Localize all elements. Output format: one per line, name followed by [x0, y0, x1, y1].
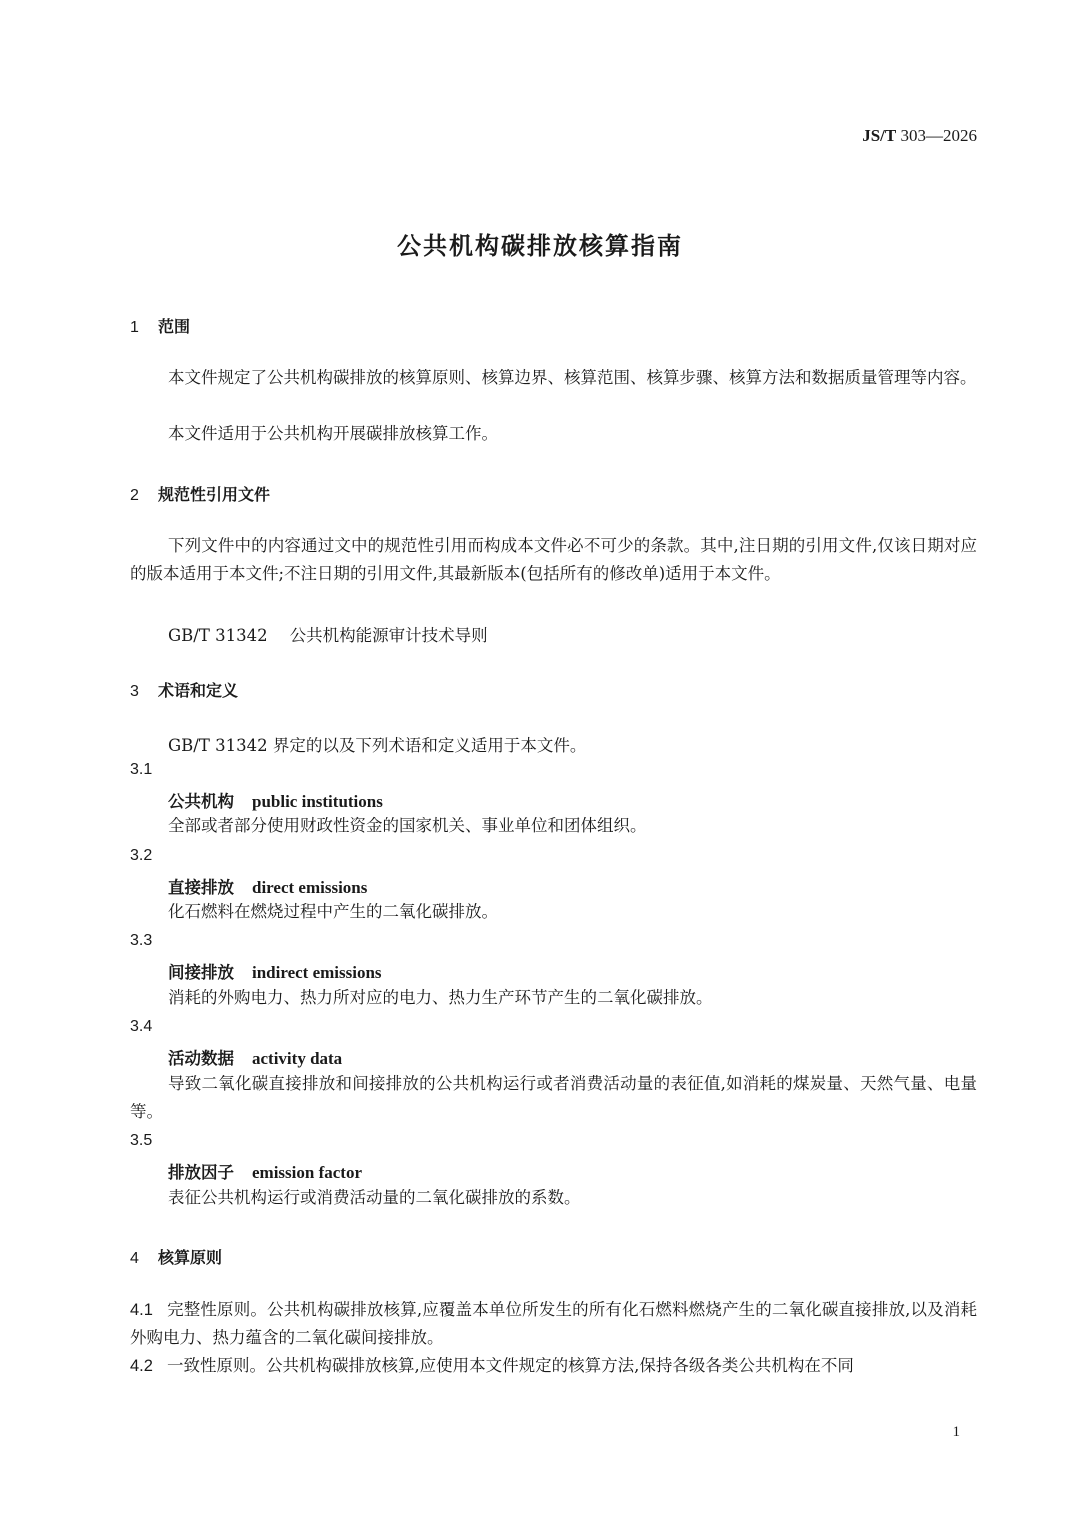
- paragraph: 本文件规定了公共机构碳排放的核算原则、核算边界、核算范围、核算步骤、核算方法和数据质量管理等内容。: [168, 368, 977, 387]
- section-title: 范围: [158, 317, 191, 336]
- term-english: activity data: [252, 1049, 343, 1068]
- term-definition: 全部或者部分使用财政性资金的国家机关、事业单位和团体组织。: [168, 816, 647, 835]
- reference-title: 公共机构能源审计技术导则: [289, 626, 488, 645]
- term-definition: 表征公共机构运行或消费活动量的二氧化碳排放的系数。: [168, 1188, 581, 1207]
- term-number: 3.3: [130, 932, 153, 949]
- clause-text: 一致性原则。公共机构碳排放核算,应使用本文件规定的核算方法,保持各级各类公共机构在不同: [166, 1356, 854, 1375]
- term-entry: [168, 788, 383, 812]
- term-definition: 消耗的外购电力、热力所对应的电力、热力生产环节产生的二氧化碳排放。: [168, 988, 713, 1007]
- term-number: 3.2: [130, 847, 153, 864]
- section-heading-2: [130, 482, 270, 505]
- term-definition: 导致二氧化碳直接排放和间接排放的公共机构运行或者消费活动量的表征值,如消耗的煤炭量、天然气量、电量等。: [130, 1074, 977, 1121]
- clause: [130, 1352, 977, 1380]
- term-chinese: 排放因子: [168, 1163, 234, 1182]
- section-title: 核算原则: [158, 1248, 223, 1267]
- section-heading-1: [130, 314, 190, 337]
- term-entry: [168, 874, 367, 898]
- section-number: 2: [130, 487, 139, 504]
- paragraph: GB/T 31342 界定的以及下列术语和定义适用于本文件。: [168, 736, 587, 755]
- term-english: direct emissions: [252, 878, 368, 897]
- standard-code: [862, 126, 977, 146]
- term-english: emission factor: [252, 1163, 363, 1182]
- term-chinese: 公共机构: [168, 792, 234, 811]
- document-title: 公共机构碳排放核算指南: [397, 232, 683, 260]
- paragraph: 本文件适用于公共机构开展碳排放核算工作。: [168, 424, 498, 443]
- clause-number: 4.2: [130, 1357, 153, 1375]
- reference-code: GB/T 31342: [168, 626, 268, 645]
- term-english: public institutions: [252, 792, 383, 811]
- section-number: 1: [130, 319, 139, 336]
- page-number: 1: [952, 1424, 960, 1440]
- term-english: indirect emissions: [252, 963, 382, 982]
- section-title: 术语和定义: [158, 681, 239, 700]
- standard-code-prefix: JS/T: [862, 126, 897, 145]
- term-chinese: 直接排放: [168, 878, 234, 897]
- term-number: 3.1: [130, 761, 153, 778]
- term-entry: [168, 1159, 362, 1183]
- section-heading-3: [130, 678, 238, 701]
- standard-code-number: 303—2026: [900, 126, 977, 145]
- term-chinese: 间接排放: [168, 963, 234, 982]
- clause: [130, 1296, 977, 1352]
- term-number: 3.4: [130, 1018, 153, 1035]
- section-number: 3: [130, 683, 139, 700]
- section-title: 规范性引用文件: [158, 485, 271, 504]
- term-entry: [168, 1045, 342, 1069]
- section-number: 4: [130, 1250, 139, 1267]
- term-number: 3.5: [130, 1132, 153, 1149]
- normative-reference: [168, 622, 488, 646]
- clause-text: 完整性原则。公共机构碳排放核算,应覆盖本单位所发生的所有化石燃料燃烧产生的二氧化碳直接排放,以及消耗外购电力、热力蕴含的二氧化碳间接排放。: [130, 1300, 977, 1347]
- term-entry: [168, 959, 382, 983]
- clause-number: 4.1: [130, 1301, 153, 1319]
- term-chinese: 活动数据: [168, 1049, 234, 1068]
- paragraph: 下列文件中的内容通过文中的规范性引用而构成本文件必不可少的条款。其中,注日期的引用文件,仅该日期对应的版本适用于本文件;不注日期的引用文件,其最新版本(包括所有的修改单)适用于本文件。: [130, 536, 977, 583]
- term-definition: 化石燃料在燃烧过程中产生的二氧化碳排放。: [168, 902, 498, 921]
- section-heading-4: [130, 1245, 222, 1268]
